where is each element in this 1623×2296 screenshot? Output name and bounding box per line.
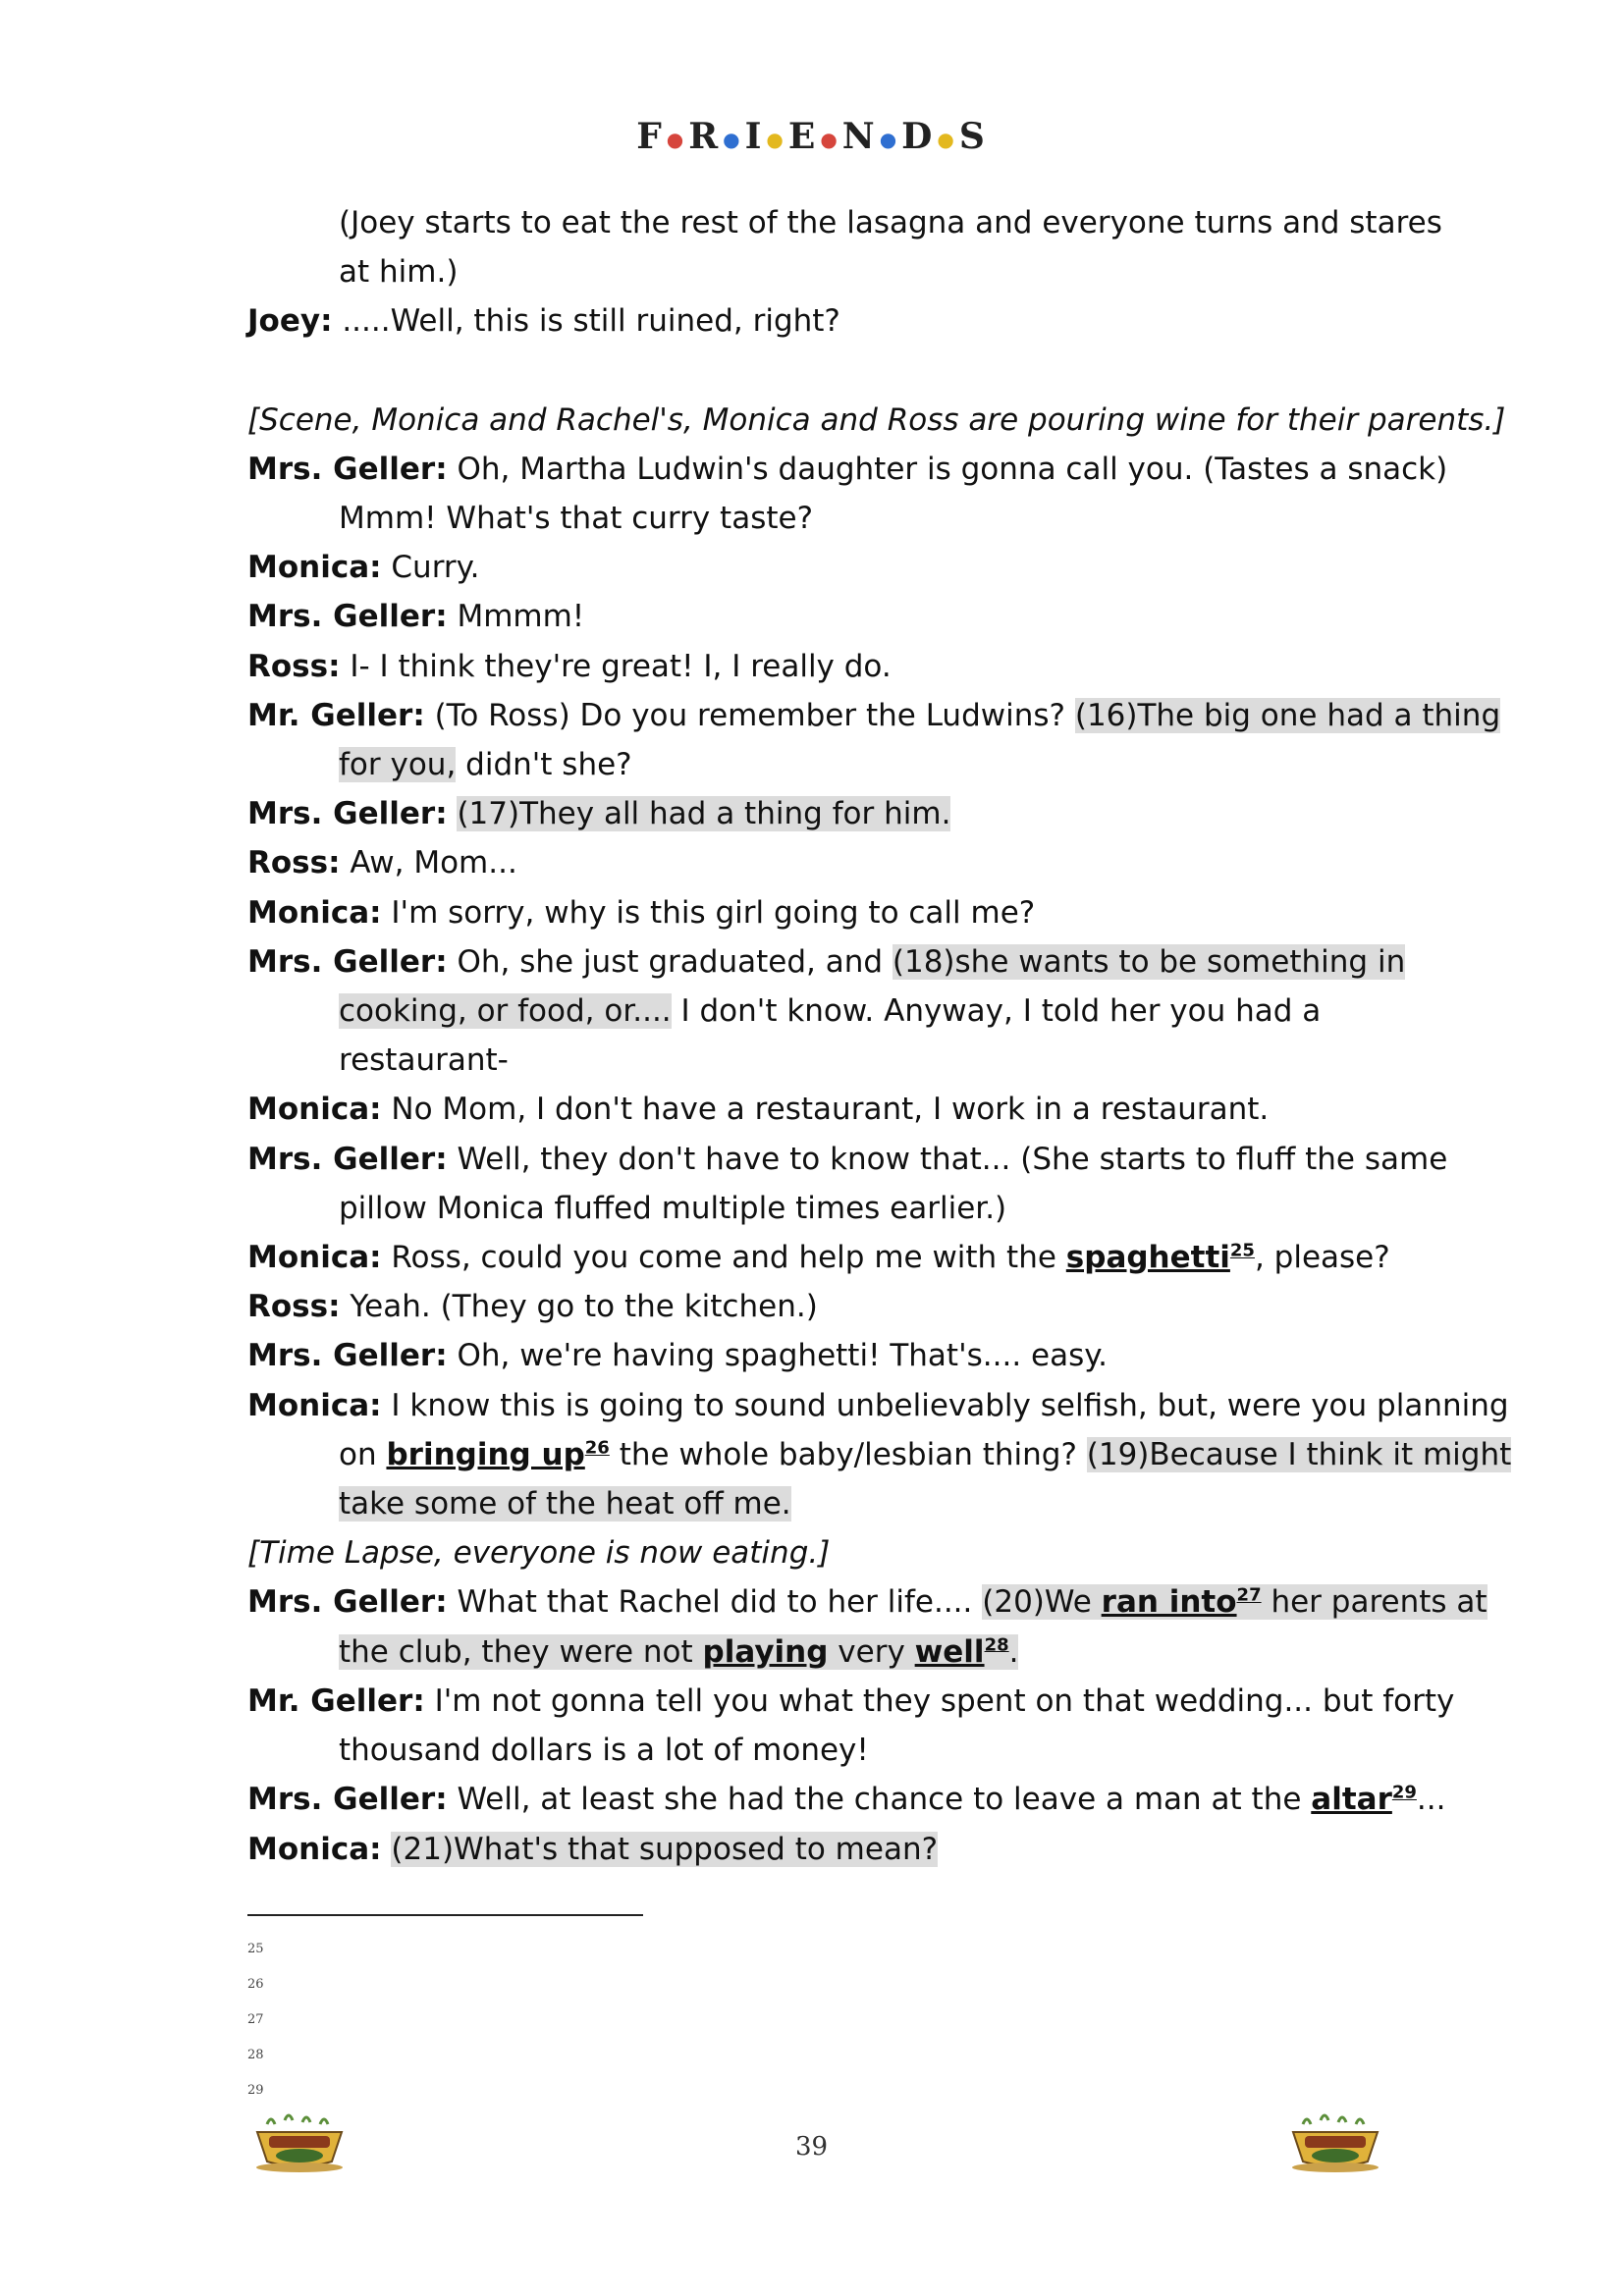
- highlighted-phrase: (20)We ran into$^{27}$ her parents at: [982, 1584, 1488, 1621]
- dialogue-continuation: [247, 1479, 1391, 1528]
- vocab-term: altar: [1311, 1782, 1392, 1818]
- footnote-number: 29: [247, 2083, 264, 2098]
- dialogue-line: Ross: Aw, Mom...: [247, 845, 517, 881]
- speaker-name: Ross:: [247, 845, 341, 881]
- page-number: 39: [794, 2132, 829, 2162]
- speaker-name: Monica:: [247, 894, 382, 931]
- dialogue-line: Mrs. Geller: Oh, Martha Ludwin's daughter is gonna call you. (Tastes a snack): [247, 451, 1448, 487]
- dialogue-line: Mrs. Geller: Oh, we're having spaghetti! That's.... easy.: [247, 1338, 1109, 1374]
- central-perk-logo-icon: [245, 2110, 353, 2173]
- highlighted-phrase: the club, they were not playing very well$^{28}$.: [339, 1633, 1019, 1670]
- speaker-name: Monica:: [247, 1240, 382, 1276]
- highlighted-phrase: (21)What's that supposed to mean?: [391, 1831, 939, 1867]
- speaker-name: Mrs. Geller:: [247, 1782, 448, 1818]
- dialogue-line: Monica: I'm sorry, why is this girl going to call me?: [247, 894, 1036, 931]
- speaker-name: Monica:: [247, 1831, 382, 1867]
- speaker-name: Mrs. Geller:: [247, 451, 448, 487]
- highlighted-phrase: (17)They all had a thing for him.: [457, 796, 951, 832]
- speaker-name: Ross:: [247, 1289, 341, 1325]
- dialogue-line: Mrs. Geller: Mmmm!: [247, 599, 585, 635]
- dialogue-continuation: cooking, or food, or.... I don't know. Anyway, I told her you had a: [339, 993, 1322, 1030]
- speaker-name: Mrs. Geller:: [247, 599, 448, 635]
- footnote-ref[interactable]: 26: [584, 1437, 610, 1459]
- friends-logo: F ●R ●I ●E ●N ●D ●S: [636, 116, 987, 157]
- speaker-name: Mrs. Geller:: [247, 1584, 448, 1621]
- highlighted-phrase: (18)she wants to be something in: [892, 943, 1406, 980]
- highlighted-phrase: take some of the heat off me.: [339, 1486, 791, 1522]
- dialogue-continuation: restaurant-: [339, 1042, 509, 1079]
- dialogue-line: Mrs. Geller: What that Rachel did to her life.... (20)We ran into$^{27}$ her parents at: [247, 1584, 1488, 1621]
- stage-direction: (Joey starts to eat the rest of the lasagna and everyone turns and stares: [339, 205, 1442, 240]
- dialogue-continuation: on bringing $up^{26}$ the whole baby/lesbian thing? (19)Because I think it might: [339, 1436, 1512, 1472]
- footnote-divider: [247, 1914, 643, 1916]
- dialogue-line: Mrs. Geller: Well, they don't have to know that... (She starts to fluff the same: [247, 1141, 1448, 1177]
- footnote-number: 27: [247, 2012, 264, 2027]
- speaker-name: Mrs. Geller:: [247, 796, 448, 832]
- highlighted-phrase: cooking, or food, or....: [339, 993, 672, 1030]
- dialogue-line: [247, 1825, 1391, 1874]
- speaker-name: Ross:: [247, 648, 341, 684]
- dialogue-continuation: pillow Monica fluffed multiple times earlier.): [339, 1190, 1007, 1226]
- speaker-name: Mrs. Geller:: [247, 943, 448, 980]
- speaker-name: Monica:: [247, 1092, 382, 1128]
- footnote-number: 26: [247, 1977, 264, 1992]
- dialogue-line: Mrs. Geller: Oh, she just graduated, and (18)she wants to be something in: [247, 943, 1406, 980]
- footnotes: [247, 1932, 264, 2109]
- dialogue-line: Joey: .....Well, this is still ruined, right?: [247, 303, 840, 340]
- speaker-name: Mr. Geller:: [247, 1682, 425, 1719]
- highlighted-phrase: (16)The big one had a thing: [1074, 697, 1501, 733]
- footnote-ref[interactable]: 28: [984, 1634, 1009, 1656]
- highlighted-phrase: (19)Because I think it might: [1086, 1436, 1512, 1472]
- central-perk-logo-icon: [1281, 2110, 1389, 2173]
- speaker-name: Monica:: [247, 550, 382, 586]
- dialogue-line: Ross: Yeah. (They go to the kitchen.): [247, 1289, 818, 1325]
- dialogue-line: Mr. Geller: (To Ross) Do you remember the Ludwins? (16)The big one had a thing: [247, 697, 1501, 733]
- dialogue-line: Monica: I know this is going to sound unbelievably selfish, but, were you planning: [247, 1387, 1509, 1423]
- speaker-name: Monica:: [247, 1387, 382, 1423]
- vocab-term: spaghetti: [1065, 1240, 1230, 1276]
- vocab-term: playing: [702, 1633, 829, 1670]
- footnote-ref[interactable]: 27: [1236, 1585, 1262, 1607]
- scene-heading: [Scene, Monica and Rachel's, Monica and Ross are pouring wine for their parents.]: [247, 401, 1506, 438]
- footnote-ref[interactable]: 25: [1229, 1240, 1255, 1261]
- vocab-term: bringing up: [386, 1436, 585, 1472]
- dialogue-continuation: thousand dollars is a lot of money!: [339, 1733, 869, 1769]
- dialogue-line: Mrs. Geller: Well, at least she had the chance to leave a man at the altar$^{29}$...: [247, 1782, 1446, 1818]
- scene-heading: [Time Lapse, everyone is now eating.]: [247, 1535, 831, 1572]
- speaker-name: Mr. Geller:: [247, 697, 425, 733]
- footnote-number: 25: [247, 1942, 264, 1956]
- vocab-term: well: [914, 1633, 985, 1670]
- highlighted-phrase: for you,: [339, 747, 457, 783]
- speaker-name: Mrs. Geller:: [247, 1338, 448, 1374]
- script-body: [247, 198, 1512, 1874]
- footnote-number: 28: [247, 2048, 264, 2062]
- dialogue-line: [247, 789, 1391, 838]
- dialogue-continuation: for you, didn't she?: [339, 747, 632, 783]
- dialogue-line: Monica: Ross, could you come and help me with the spaghetti$^{25}$, please?: [247, 1240, 1390, 1276]
- dialogue-continuation: [247, 1628, 1391, 1677]
- dialogue-line: Ross: I- I think they're great! I, I really do.: [247, 648, 892, 684]
- speaker-name: Mrs. Geller:: [247, 1141, 448, 1177]
- speaker-name: Joey:: [247, 303, 333, 340]
- dialogue-line: Monica: Curry.: [247, 550, 480, 586]
- dialogue-line: Mr. Geller: I'm not gonna tell you what they spent on that wedding... but forty: [247, 1682, 1455, 1719]
- dialogue-continuation: Mmm! What's that curry taste?: [339, 501, 814, 537]
- vocab-term: ran into: [1101, 1584, 1237, 1621]
- footnote-ref[interactable]: 29: [1391, 1782, 1417, 1803]
- stage-direction: at him.): [339, 254, 459, 291]
- dialogue-line: Monica: No Mom, I don't have a restaurant, I work in a restaurant.: [247, 1092, 1270, 1128]
